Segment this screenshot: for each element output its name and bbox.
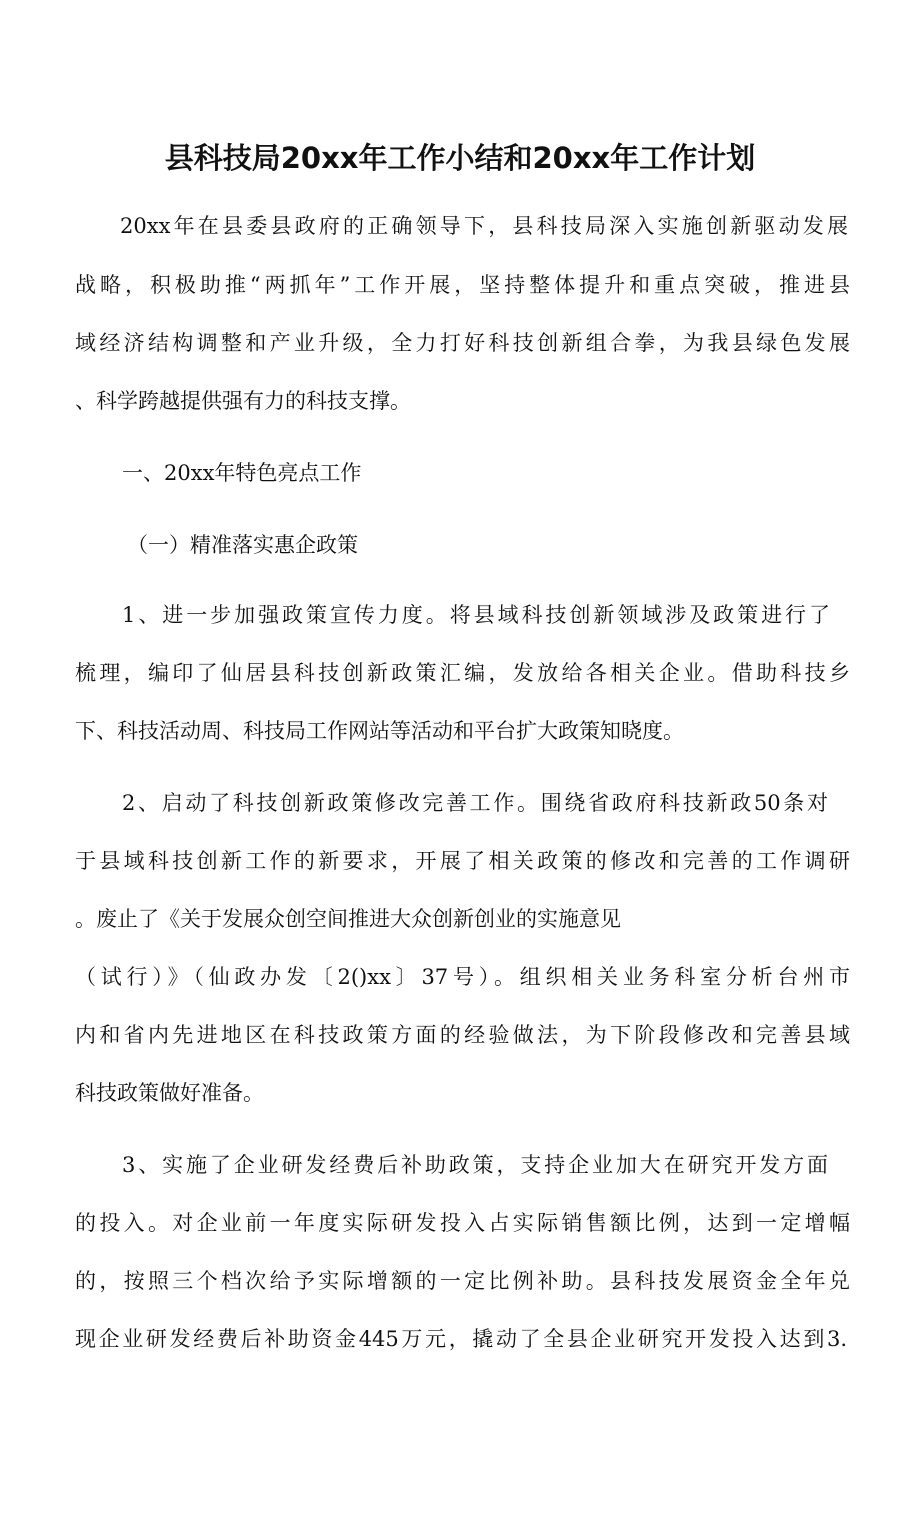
paragraph-line: 科技政策做好准备。	[75, 1081, 264, 1105]
section-heading: 一、20xx年特色亮点工作	[122, 461, 362, 485]
paragraph-line: 域经济结构调整和产业升级，全力打好科技创新组合拳，为我县绿色发展	[75, 331, 850, 355]
paragraph-line: 。废止了《关于发展众创空间推进大众创新创业的实施意见	[75, 907, 621, 931]
paragraph-line: 战略，积极助推“两抓年”工作开展，坚持整体提升和重点突破，推进县	[75, 273, 850, 297]
paragraph-line: 2、启动了科技创新政策修改完善工作。围绕省政府科技新政50条对	[122, 791, 828, 815]
paragraph-line: 内和省内先进地区在科技政策方面的经验做法，为下阶段修改和完善县域	[75, 1023, 850, 1047]
paragraph-line: 20xx年在县委县政府的正确领导下，县科技局深入实施创新驱动发展	[120, 214, 848, 238]
paragraph-line: 梳理，编印了仙居县科技创新政策汇编，发放给各相关企业。借助科技乡	[75, 661, 850, 685]
paragraph-line: 1、进一步加强政策宣传力度。将县域科技创新领域涉及政策进行了	[122, 603, 830, 627]
paragraph-line: 、科学跨越提供强有力的科技支撑。	[75, 389, 411, 413]
subsection-heading: （一）精准落实惠企政策	[127, 533, 358, 557]
paragraph-line: （试行）》（仙政办发〔2()xx〕37号）。组织相关业务科室分析台州市	[75, 965, 850, 989]
document-title: 县科技局20xx年工作小结和20xx年工作计划	[164, 141, 756, 175]
paragraph-line: 下、科技活动周、科技局工作网站等活动和平台扩大政策知晓度。	[75, 719, 684, 743]
paragraph-line: 的投入。对企业前一年度实际研发投入占实际销售额比例，达到一定增幅	[75, 1211, 850, 1235]
paragraph-line: 3、实施了企业研发经费后补助政策，支持企业加大在研究开发方面	[122, 1153, 828, 1177]
paragraph-line: 现企业研发经费后补助资金445万元，撬动了全县企业研究开发投入达到3.	[75, 1327, 847, 1351]
paragraph-line: 于县域科技创新工作的新要求，开展了相关政策的修改和完善的工作调研	[75, 849, 850, 873]
paragraph-line: 的，按照三个档次给予实际增额的一定比例补助。县科技发展资金全年兑	[75, 1269, 850, 1293]
